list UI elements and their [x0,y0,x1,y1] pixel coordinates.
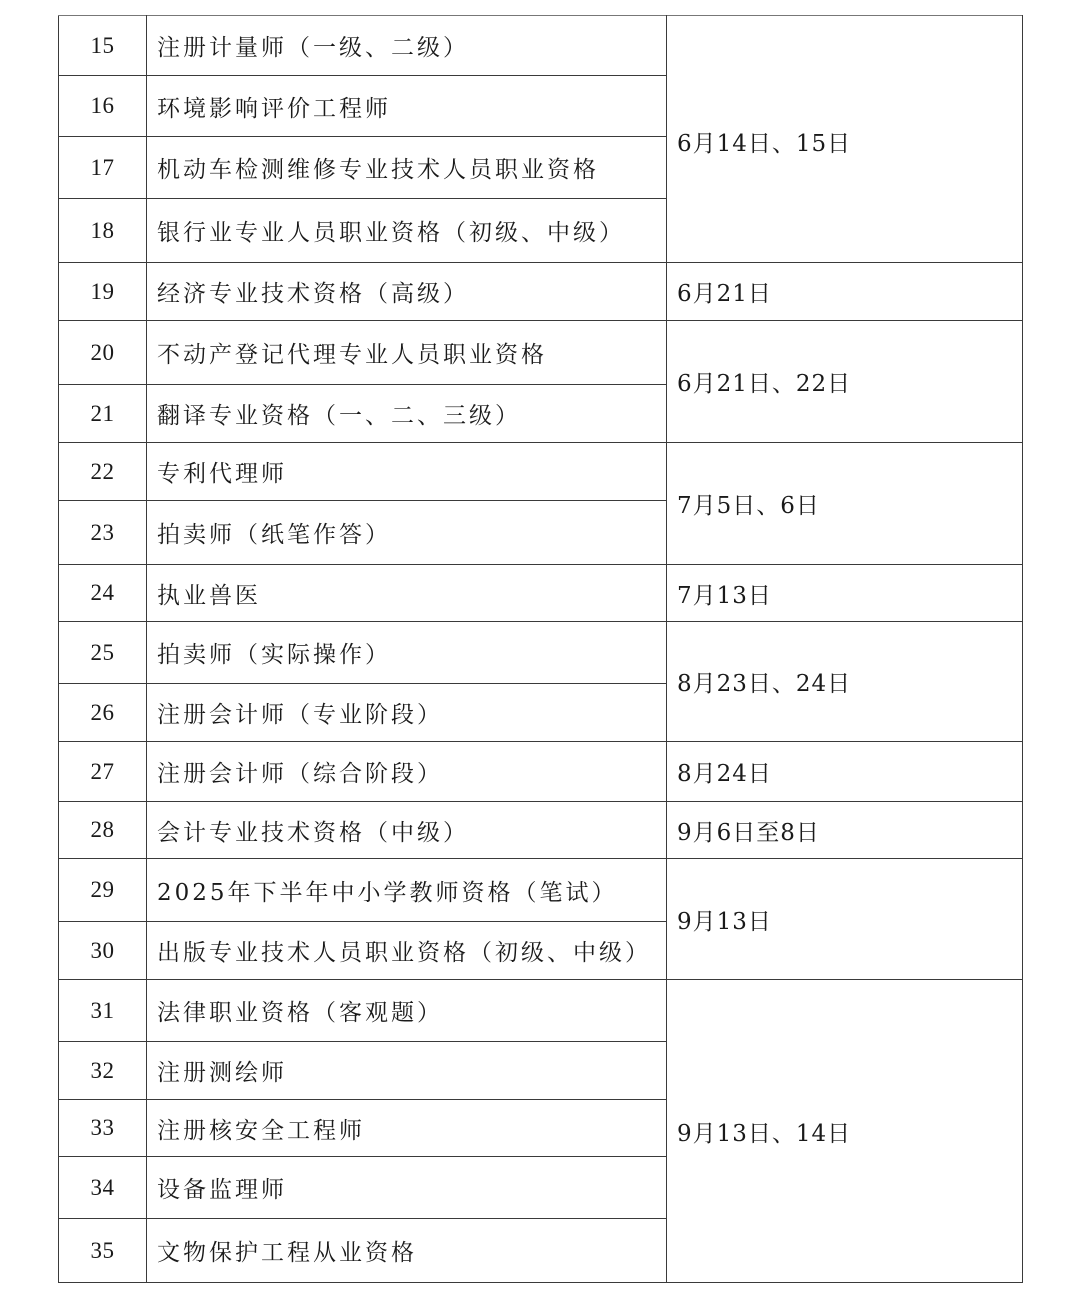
exam-number: 25 [59,622,147,684]
exam-number: 23 [59,501,147,565]
exam-name: 经济专业技术资格（高级） [147,263,667,321]
exam-number: 22 [59,443,147,501]
exam-name: 机动车检测维修专业技术人员职业资格 [147,137,667,199]
table-row [59,859,1023,922]
table-row [59,443,1023,501]
exam-name: 拍卖师（实际操作） [147,622,667,684]
exam-number: 24 [59,565,147,622]
table-row [59,742,1023,802]
exam-date: 9月13日 [667,859,1023,980]
exam-number: 30 [59,922,147,980]
table-row [59,802,1023,859]
exam-date: 6月21日 [667,263,1023,321]
exam-name: 注册计量师（一级、二级） [147,16,667,76]
exam-name: 执业兽医 [147,565,667,622]
exam-date: 8月23日、24日 [667,622,1023,742]
exam-schedule-table [58,15,1023,1283]
exam-number: 21 [59,385,147,443]
table-row [59,565,1023,622]
exam-name: 拍卖师（纸笔作答） [147,501,667,565]
exam-name: 注册测绘师 [147,1042,667,1100]
exam-name: 注册会计师（综合阶段） [147,742,667,802]
exam-date: 8月24日 [667,742,1023,802]
exam-number: 15 [59,16,147,76]
exam-date: 7月5日、6日 [667,443,1023,565]
exam-name: 出版专业技术人员职业资格（初级、中级） [147,922,667,980]
exam-number: 20 [59,321,147,385]
table-row [59,980,1023,1042]
exam-number: 35 [59,1219,147,1283]
exam-date: 7月13日 [667,565,1023,622]
exam-number: 16 [59,76,147,137]
exam-number: 28 [59,802,147,859]
exam-name: 文物保护工程从业资格 [147,1219,667,1283]
exam-number: 32 [59,1042,147,1100]
table-row [59,622,1023,684]
exam-date: 6月14日、15日 [667,16,1023,263]
exam-name: 环境影响评价工程师 [147,76,667,137]
exam-name: 法律职业资格（客观题） [147,980,667,1042]
exam-name: 不动产登记代理专业人员职业资格 [147,321,667,385]
table-row [59,263,1023,321]
exam-name: 银行业专业人员职业资格（初级、中级） [147,199,667,263]
exam-name: 会计专业技术资格（中级） [147,802,667,859]
exam-date: 9月6日至8日 [667,802,1023,859]
exam-number: 26 [59,684,147,742]
exam-number: 27 [59,742,147,802]
exam-name: 专利代理师 [147,443,667,501]
exam-number: 17 [59,137,147,199]
exam-date: 9月13日、14日 [667,980,1023,1283]
exam-date: 6月21日、22日 [667,321,1023,443]
exam-schedule-page [58,15,1022,1283]
table-row [59,16,1023,76]
exam-number: 19 [59,263,147,321]
exam-name: 2025年下半年中小学教师资格（笔试） [147,859,667,922]
table-row [59,321,1023,385]
exam-number: 31 [59,980,147,1042]
exam-name: 翻译专业资格（一、二、三级） [147,385,667,443]
exam-name: 注册核安全工程师 [147,1100,667,1157]
exam-number: 33 [59,1100,147,1157]
exam-name: 注册会计师（专业阶段） [147,684,667,742]
exam-number: 18 [59,199,147,263]
exam-name: 设备监理师 [147,1157,667,1219]
exam-number: 29 [59,859,147,922]
exam-number: 34 [59,1157,147,1219]
